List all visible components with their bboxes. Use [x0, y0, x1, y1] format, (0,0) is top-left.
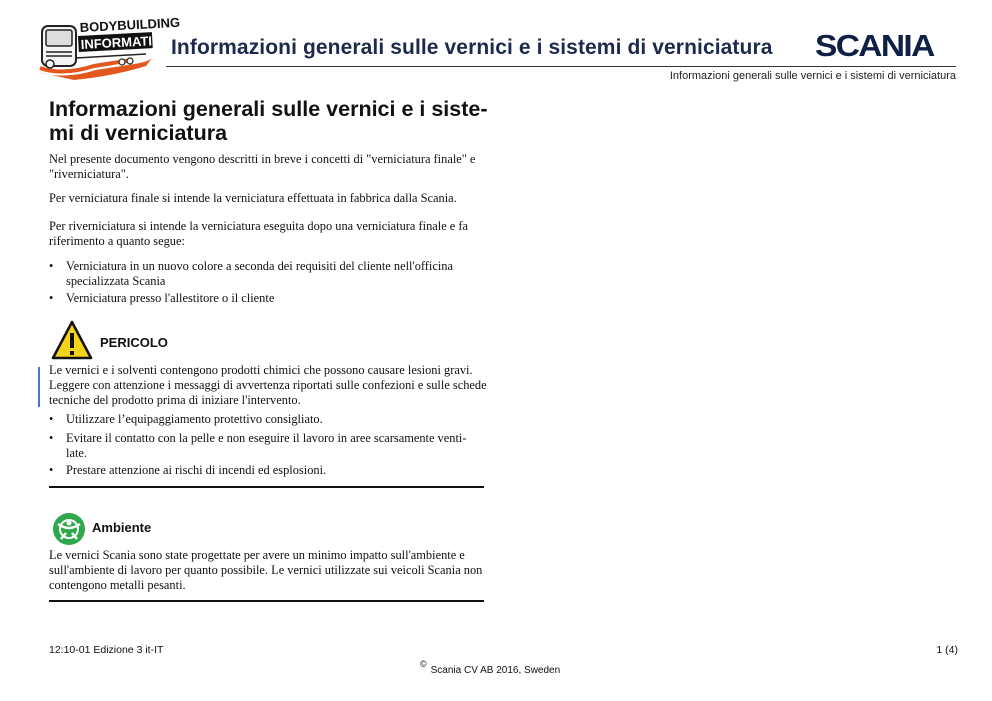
environment-icon — [52, 512, 86, 546]
bullet-icon: • — [49, 259, 54, 273]
bodybuilding-information-logo — [34, 14, 181, 80]
warning-triangle-icon — [51, 320, 93, 360]
header-subtitle: Informazioni generali sulle vernici e i sistemi di verniciatura — [669, 70, 956, 82]
page-heading-line-1: Informazioni generali sulle vernici e i siste- — [49, 97, 488, 121]
list-item-text: Prestare attenzione ai rischi di incendi ed esplosioni. — [66, 463, 327, 477]
header-title: Informazioni generali sulle vernici e i sistemi di verniciatura — [171, 36, 773, 59]
page-number: 1 (4) — [936, 644, 958, 656]
header-divider — [166, 66, 956, 67]
list-item-text: Utilizzare l’equipaggiamento protettivo consigliato. — [66, 412, 323, 426]
copyright — [420, 659, 561, 676]
copyright-text: Scania CV AB 2016, Sweden — [430, 665, 561, 676]
danger-title: PERICOLO — [100, 335, 168, 350]
danger-divider — [49, 486, 484, 488]
list-item-text: Verniciatura presso l'allestitore o il cliente — [66, 291, 275, 305]
bullet-icon: • — [49, 463, 54, 477]
document-id: 12:10-01 Edizione 3 it-IT — [49, 644, 164, 656]
repaint-definition: Per riverniciatura si intende la verniciatura eseguita dopo una verniciatura finale e fa riferimento a quanto segue: — [49, 219, 469, 248]
logo-bodybuilding-text: BODYBUILDING — [79, 14, 181, 35]
bullet-icon: • — [49, 412, 54, 426]
list-item-text: Verniciatura in un nuovo colore a seconda dei requisiti del cliente nell'officina specializzata Scania — [66, 259, 454, 288]
environment-text: Le vernici Scania sono state progettate per avere un minimo impatto sull'ambiente e sull'ambiente di lavoro per quanto possibile. Le vernici utilizzate sui veicoli Scania non contengono metalli pesanti. — [49, 548, 483, 592]
scania-logo: SCANIA — [815, 28, 934, 63]
page-heading — [49, 97, 489, 145]
environment-title: Ambiente — [92, 520, 152, 535]
final-paint-definition: Per verniciatura finale si intende la verniciatura effettuata in fabbrica dalla Scania. — [49, 191, 457, 205]
copyright-icon: © — [420, 659, 427, 669]
danger-text: Le vernici e i solventi contengono prodotti chimici che possono causare lesioni gravi. Leggere con attenzione i messaggi di avvertenza riportati sulle confezioni e sulle schede tecniche del prodotto prima di iniziare l'intervento. — [49, 363, 487, 407]
intro-paragraph: Nel presente documento vengono descritti in breve i concetti di "verniciatura finale" e "riverniciatura". — [49, 152, 476, 181]
list-item-text: Evitare il contatto con la pelle e non eseguire il lavoro in aree scarsamente venti-late. — [66, 431, 467, 460]
bullet-icon: • — [49, 291, 54, 305]
bullet-icon: • — [49, 431, 54, 445]
environment-divider — [49, 600, 484, 602]
page-heading-line-2: mi di verniciatura — [49, 121, 228, 145]
logo-information-text: INFORMATION — [80, 32, 172, 52]
change-bar — [38, 367, 40, 407]
